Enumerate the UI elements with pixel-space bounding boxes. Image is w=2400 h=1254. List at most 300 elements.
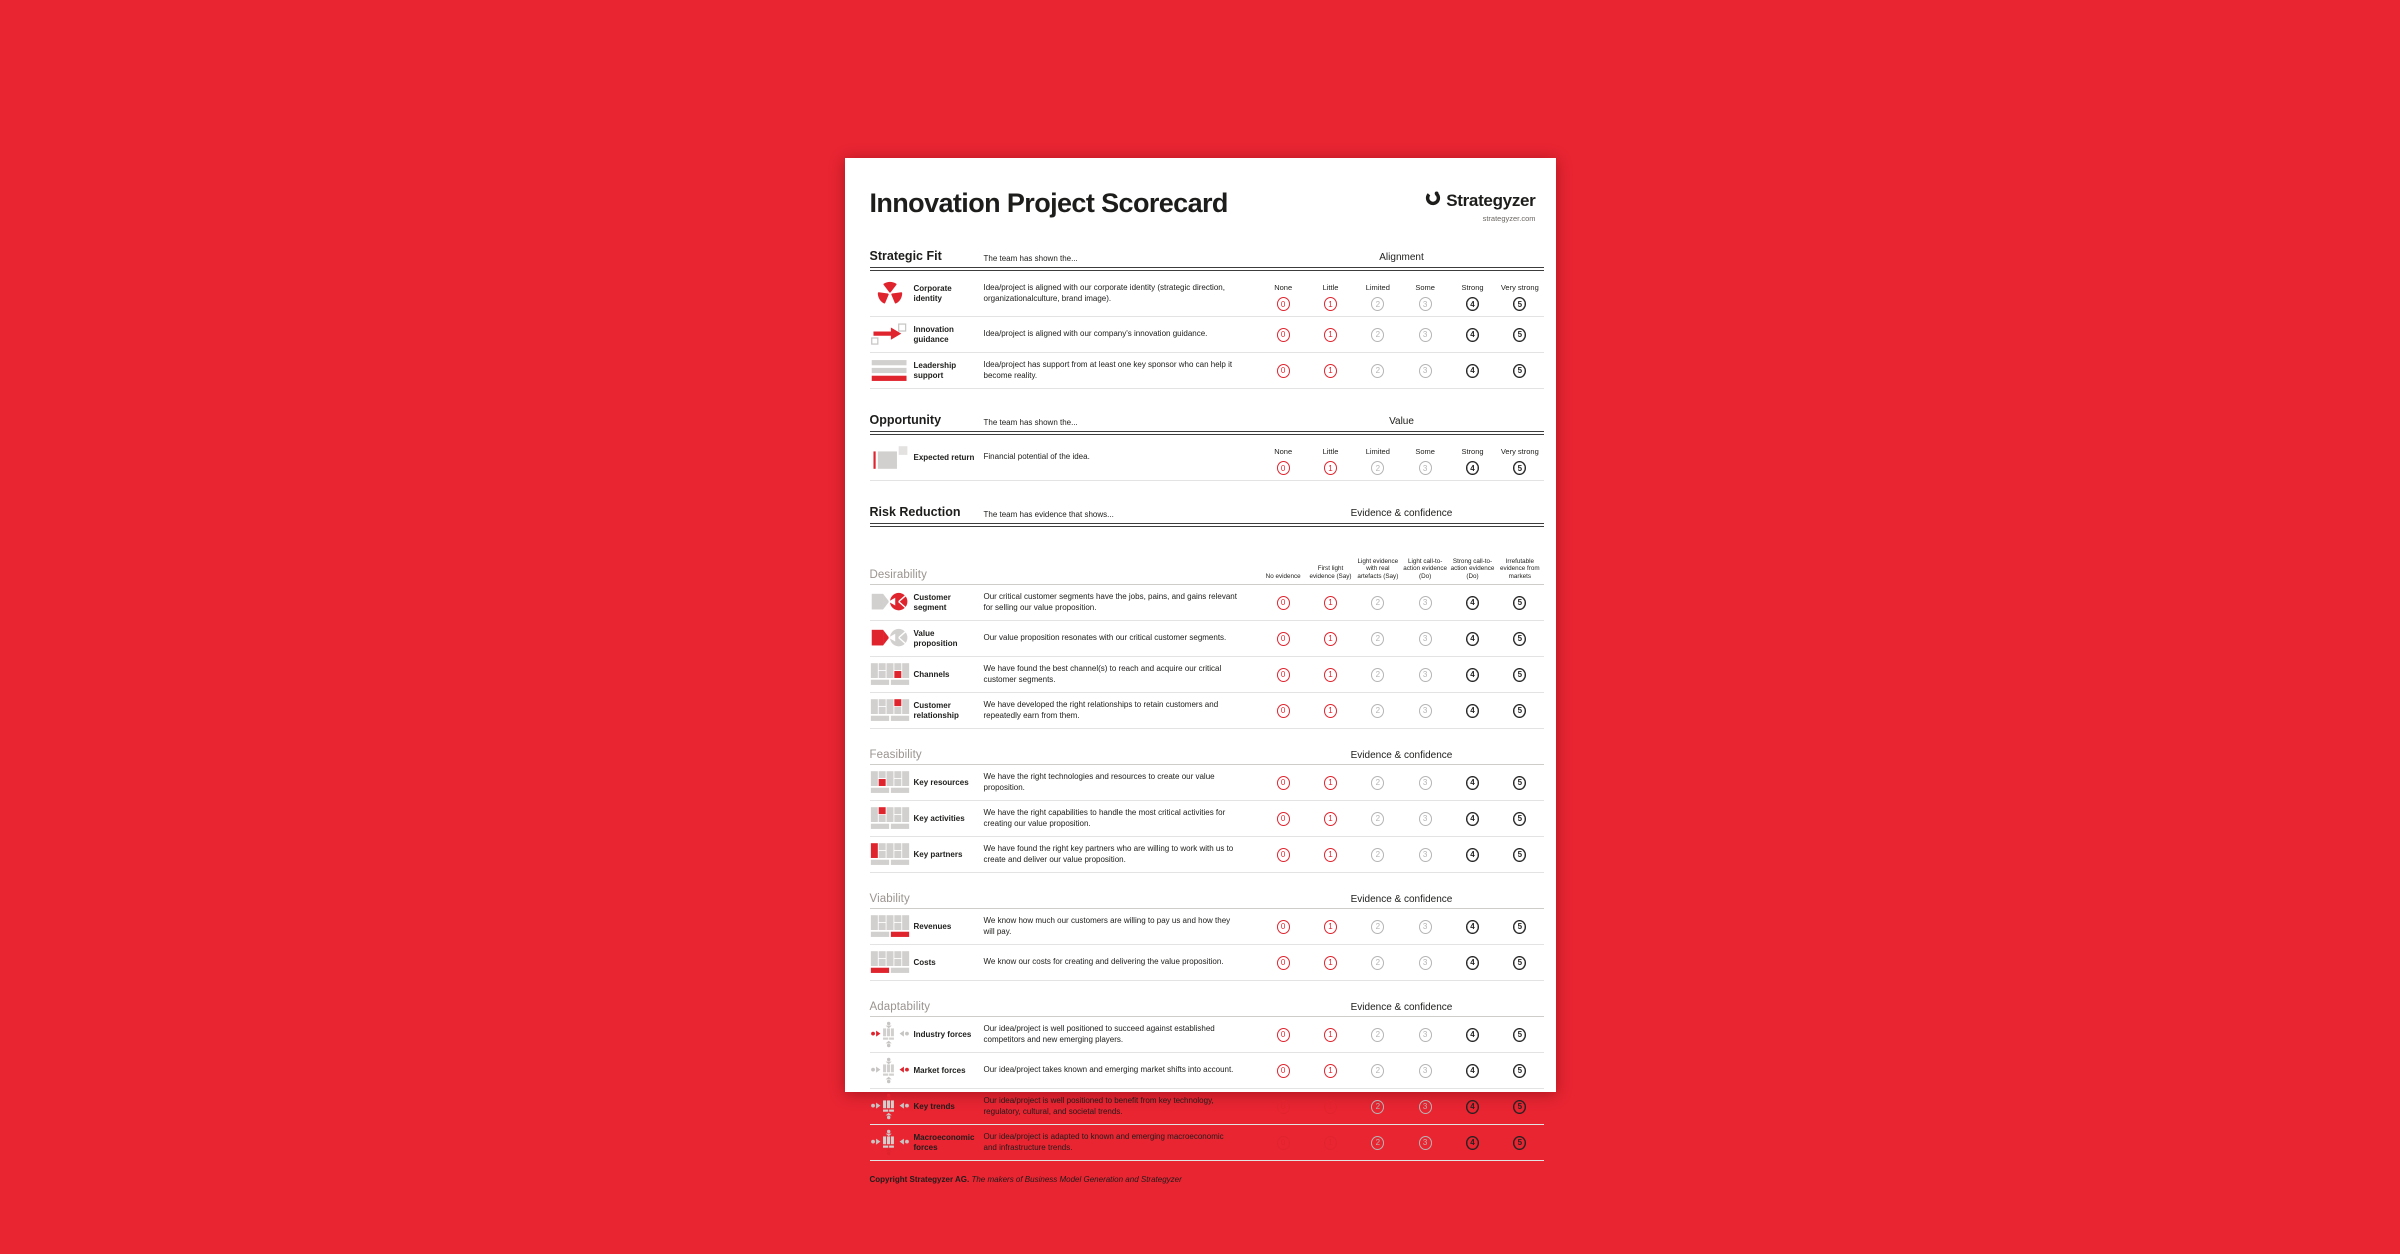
rating-2-circle[interactable]: 2 <box>1371 1136 1384 1150</box>
rating-column <box>1496 1028 1543 1042</box>
row-label: Key trends <box>913 1101 955 1111</box>
rating-column <box>1307 1064 1354 1078</box>
innovation-guidance-icon <box>870 321 910 348</box>
scorecard-page <box>845 158 1556 1184</box>
rating-column <box>1401 276 1448 311</box>
rating-column <box>1496 848 1543 862</box>
section-lead: The team has evidence that shows... <box>983 510 1114 519</box>
row-key-partners <box>870 837 1544 873</box>
rating-column <box>1260 1136 1307 1150</box>
rating-4-circle[interactable]: 4 <box>1466 812 1479 826</box>
rating-0-circle[interactable]: 0 <box>1277 668 1290 682</box>
row-description: We have developed the right relationships to retain customers and repeatedly earn from them. <box>983 700 1219 720</box>
row-icon-cell <box>870 1021 914 1048</box>
rating-column <box>1401 328 1448 342</box>
rating-column <box>1260 956 1307 970</box>
rating-column <box>1307 668 1354 682</box>
rating-5-circle[interactable]: 5 <box>1513 461 1526 475</box>
rating-column <box>1449 920 1496 934</box>
scorecard-body <box>870 223 1544 1161</box>
row-leadership-support <box>870 353 1544 389</box>
rating-column <box>1354 1100 1401 1114</box>
rating-2-circle[interactable]: 2 <box>1371 704 1384 718</box>
rating-1-circle[interactable]: 1 <box>1324 596 1337 610</box>
scale-label: Very strong <box>1500 447 1539 457</box>
rating-2-circle[interactable]: 2 <box>1371 848 1384 862</box>
rating-3-circle[interactable]: 3 <box>1419 1136 1432 1150</box>
row-revenues <box>870 909 1544 945</box>
rating-3-circle[interactable]: 3 <box>1419 1028 1432 1042</box>
rating-column <box>1307 812 1354 826</box>
scale-label: Little <box>1322 283 1339 293</box>
rating-2-circle[interactable]: 2 <box>1371 668 1384 682</box>
subsection-title: Adaptability <box>869 1001 931 1013</box>
rating-4-circle[interactable]: 4 <box>1466 297 1479 311</box>
rating-column <box>1449 704 1496 718</box>
rating-4-circle[interactable]: 4 <box>1466 1028 1479 1042</box>
row-label: Channels <box>913 669 950 679</box>
rating-column <box>1496 364 1543 378</box>
rating-2-circle[interactable]: 2 <box>1371 461 1384 475</box>
row-description: Our value proposition resonates with our critical customer segments. <box>983 633 1227 643</box>
subsection-title: Viability <box>869 893 910 905</box>
rating-3-circle[interactable]: 3 <box>1419 704 1432 718</box>
row-label: Market forces <box>913 1065 966 1075</box>
rating-column <box>1354 364 1401 378</box>
industry-forces-icon <box>870 1021 910 1048</box>
rating-4-circle[interactable]: 4 <box>1466 1064 1479 1078</box>
rating-1-circle[interactable]: 1 <box>1324 704 1337 718</box>
rating-column <box>1354 276 1401 311</box>
rating-column <box>1307 328 1354 342</box>
rating-5-circle[interactable]: 5 <box>1513 1028 1526 1042</box>
evidence-column-label: Light evidence with real artefacts (Say) <box>1357 557 1399 580</box>
brand-name: Strategyzer <box>1446 190 1536 210</box>
row-label: Leadership support <box>913 360 957 380</box>
rating-column <box>1401 848 1448 862</box>
rating-4-circle[interactable]: 4 <box>1466 920 1479 934</box>
rating-0-circle[interactable]: 0 <box>1277 1136 1290 1150</box>
page-title: Innovation Project Scorecard <box>869 188 1228 218</box>
rating-5-circle[interactable]: 5 <box>1513 632 1526 646</box>
row-customer-segment <box>870 585 1544 621</box>
rating-column <box>1401 596 1448 610</box>
rating-0-circle[interactable]: 0 <box>1277 956 1290 970</box>
rating-4-circle[interactable]: 4 <box>1466 776 1479 790</box>
rating-4-circle[interactable]: 4 <box>1466 632 1479 646</box>
row-macroeconomic-forces <box>870 1125 1544 1161</box>
row-label: Costs <box>913 957 936 967</box>
rating-4-circle[interactable]: 4 <box>1466 596 1479 610</box>
leadership-support-icon <box>870 357 910 384</box>
rating-2-circle[interactable]: 2 <box>1371 1064 1384 1078</box>
row-description: Idea/project has support from at least one key sponsor who can help it become reality. <box>983 360 1233 380</box>
rating-1-circle[interactable]: 1 <box>1324 1028 1337 1042</box>
row-description: Financial potential of the idea. <box>983 452 1090 462</box>
rating-column <box>1307 776 1354 790</box>
rating-column <box>1307 920 1354 934</box>
rating-5-circle[interactable]: 5 <box>1513 1136 1526 1150</box>
rating-1-circle[interactable]: 1 <box>1324 920 1337 934</box>
rating-column <box>1260 276 1307 311</box>
rating-4-circle[interactable]: 4 <box>1466 956 1479 970</box>
rating-column <box>1354 812 1401 826</box>
rating-2-circle[interactable]: 2 <box>1371 364 1384 378</box>
rating-3-circle[interactable]: 3 <box>1419 812 1432 826</box>
rating-3-circle[interactable]: 3 <box>1419 848 1432 862</box>
rating-4-circle[interactable]: 4 <box>1466 461 1479 475</box>
rating-4-circle[interactable]: 4 <box>1466 328 1479 342</box>
row-icon-cell <box>870 625 914 652</box>
rating-2-circle[interactable]: 2 <box>1371 297 1384 311</box>
rating-column <box>1260 920 1307 934</box>
row-description: Our critical customer segments have the jobs, pains, and gains relevant for selling our value proposition. <box>983 592 1237 612</box>
rating-3-circle[interactable]: 3 <box>1419 632 1432 646</box>
rating-2-circle[interactable]: 2 <box>1371 920 1384 934</box>
rating-column <box>1260 668 1307 682</box>
rating-column <box>1307 1100 1354 1114</box>
rating-3-circle[interactable]: 3 <box>1419 1100 1432 1114</box>
subsection-title: Desirability <box>869 569 927 581</box>
subsection-title: Feasibility <box>869 749 922 761</box>
row-costs <box>870 945 1544 981</box>
rating-column <box>1307 1136 1354 1150</box>
rating-5-circle[interactable]: 5 <box>1513 1100 1526 1114</box>
rating-5-circle[interactable]: 5 <box>1513 776 1526 790</box>
row-icon-cell <box>870 841 914 868</box>
row-key-activities <box>870 801 1544 837</box>
row-customer-relationship <box>870 693 1544 729</box>
rating-4-circle[interactable]: 4 <box>1466 668 1479 682</box>
row-label: Industry forces <box>913 1029 972 1039</box>
rating-column <box>1496 1136 1543 1150</box>
rating-4-circle[interactable]: 4 <box>1466 1136 1479 1150</box>
rating-0-circle[interactable]: 0 <box>1277 1064 1290 1078</box>
rating-column <box>1354 848 1401 862</box>
expected-return-icon <box>870 444 910 471</box>
corporate-identity-icon <box>870 280 910 307</box>
rating-column <box>1449 776 1496 790</box>
rating-0-circle[interactable]: 0 <box>1277 364 1290 378</box>
row-icon-cell <box>870 444 914 471</box>
rating-1-circle[interactable]: 1 <box>1324 328 1337 342</box>
rating-column <box>1354 596 1401 610</box>
page-footer <box>870 1161 1544 1184</box>
rating-column <box>1401 956 1448 970</box>
rating-column <box>1496 920 1543 934</box>
row-channels <box>870 657 1544 693</box>
section-strategic-fit <box>870 249 1544 389</box>
rating-1-circle[interactable]: 1 <box>1324 1064 1337 1078</box>
rating-column <box>1260 1028 1307 1042</box>
rating-3-circle[interactable]: 3 <box>1419 297 1432 311</box>
rating-0-circle[interactable]: 0 <box>1277 1100 1290 1114</box>
rating-column <box>1401 364 1448 378</box>
section-lead: The team has shown the... <box>983 418 1078 427</box>
section-title: Strategic Fit <box>869 249 942 263</box>
market-forces-icon <box>870 1057 910 1084</box>
row-corporate-identity <box>870 271 1544 317</box>
subsection-header-feasibility <box>870 745 1544 765</box>
rating-column <box>1260 704 1307 718</box>
row-description: We have found the right key partners who are willing to work with us to create and deliver our value proposition. <box>983 844 1234 864</box>
row-value-proposition <box>870 621 1544 657</box>
rating-column <box>1401 1136 1448 1150</box>
row-description: We have found the best channel(s) to reach and acquire our critical customer segments. <box>983 664 1222 684</box>
rating-column <box>1354 920 1401 934</box>
rating-5-circle[interactable]: 5 <box>1513 668 1526 682</box>
macroeconomic-forces-icon <box>870 1129 910 1156</box>
scale-label: None <box>1274 447 1293 457</box>
rating-column <box>1307 364 1354 378</box>
rating-column <box>1260 812 1307 826</box>
subsection-dimension: Evidence & confidence <box>1350 1002 1453 1013</box>
row-key-trends <box>870 1089 1544 1125</box>
rating-column <box>1307 956 1354 970</box>
rating-2-circle[interactable]: 2 <box>1371 632 1384 646</box>
row-label: Value proposition <box>913 628 958 648</box>
evidence-column-label: No evidence <box>1265 572 1301 580</box>
section-header <box>870 249 1544 267</box>
rating-column <box>1260 440 1307 475</box>
scale-label: Limited <box>1365 283 1390 293</box>
rating-3-circle[interactable]: 3 <box>1419 328 1432 342</box>
row-icon-cell <box>870 1093 914 1120</box>
rating-0-circle[interactable]: 0 <box>1277 328 1290 342</box>
rating-column <box>1449 848 1496 862</box>
rating-column <box>1401 1064 1448 1078</box>
rating-column <box>1496 1100 1543 1114</box>
rating-5-circle[interactable]: 5 <box>1513 364 1526 378</box>
rating-5-circle[interactable]: 5 <box>1513 328 1526 342</box>
rating-4-circle[interactable]: 4 <box>1466 364 1479 378</box>
row-icon-cell <box>870 661 914 688</box>
rating-3-circle[interactable]: 3 <box>1419 596 1432 610</box>
rating-3-circle[interactable]: 3 <box>1419 1064 1432 1078</box>
rating-column <box>1260 328 1307 342</box>
row-icon-cell <box>870 1057 914 1084</box>
evidence-column-label: Strong call-to-action evidence (Do) <box>1450 557 1495 580</box>
rating-column <box>1496 668 1543 682</box>
scale-label: Some <box>1415 447 1435 457</box>
rating-1-circle[interactable]: 1 <box>1324 848 1337 862</box>
rating-4-circle[interactable]: 4 <box>1466 704 1479 718</box>
rating-column <box>1260 364 1307 378</box>
scale-label: Little <box>1322 447 1339 457</box>
section-dimension: Evidence & confidence <box>1350 508 1453 519</box>
rating-column <box>1496 596 1543 610</box>
rating-column <box>1401 632 1448 646</box>
rating-2-circle[interactable]: 2 <box>1371 328 1384 342</box>
row-description: Our idea/project is well positioned to benefit from key technology, regulatory, cultural, and societal trends. <box>983 1096 1214 1116</box>
rating-5-circle[interactable]: 5 <box>1513 848 1526 862</box>
row-description: Idea/project is aligned with our corporate identity (strategic direction, organizationalculture, brand image). <box>983 283 1225 303</box>
rating-column <box>1401 776 1448 790</box>
rating-3-circle[interactable]: 3 <box>1419 364 1432 378</box>
row-icon-cell <box>870 769 914 796</box>
row-label: Key activities <box>913 813 965 823</box>
section-title: Opportunity <box>869 413 942 427</box>
row-label: Revenues <box>913 921 952 931</box>
row-description: Our idea/project takes known and emerging market shifts into account. <box>983 1065 1234 1075</box>
rating-column <box>1307 848 1354 862</box>
rating-0-circle[interactable]: 0 <box>1277 461 1290 475</box>
rating-5-circle[interactable]: 5 <box>1513 596 1526 610</box>
rating-5-circle[interactable]: 5 <box>1513 704 1526 718</box>
rating-column <box>1496 328 1543 342</box>
rating-column <box>1496 276 1543 311</box>
scale-label: Limited <box>1365 447 1390 457</box>
rating-1-circle[interactable]: 1 <box>1324 364 1337 378</box>
row-description: Idea/project is aligned with our company's innovation guidance. <box>983 329 1208 339</box>
rating-2-circle[interactable]: 2 <box>1371 812 1384 826</box>
row-icon-cell <box>870 913 914 940</box>
customer-relationship-icon <box>870 697 910 724</box>
rating-3-circle[interactable]: 3 <box>1419 920 1432 934</box>
row-description: We know how much our customers are willing to pay us and how they will pay. <box>983 916 1231 936</box>
rating-5-circle[interactable]: 5 <box>1513 956 1526 970</box>
row-description: We have the right capabilities to handle the most critical activities for creating our value proposition. <box>983 808 1226 828</box>
row-label: Corporate identity <box>913 283 952 303</box>
rating-column <box>1496 776 1543 790</box>
rating-column <box>1496 704 1543 718</box>
row-label: Macroeconomic forces <box>913 1132 975 1152</box>
rating-column <box>1354 328 1401 342</box>
rating-3-circle[interactable]: 3 <box>1419 461 1432 475</box>
row-label: Customer relationship <box>913 700 959 720</box>
brand-url[interactable]: strategyzer.com <box>1482 214 1536 223</box>
customer-segment-icon <box>870 589 910 616</box>
rating-column <box>1401 1028 1448 1042</box>
rating-2-circle[interactable]: 2 <box>1371 776 1384 790</box>
subsection-dimension: Evidence & confidence <box>1350 894 1453 905</box>
rating-0-circle[interactable]: 0 <box>1277 704 1290 718</box>
rating-0-circle[interactable]: 0 <box>1277 848 1290 862</box>
rating-column <box>1496 1064 1543 1078</box>
row-industry-forces <box>870 1017 1544 1053</box>
rating-column <box>1354 668 1401 682</box>
row-label: Customer segment <box>913 592 951 612</box>
rating-0-circle[interactable]: 0 <box>1277 297 1290 311</box>
rating-5-circle[interactable]: 5 <box>1513 812 1526 826</box>
section-header <box>870 413 1544 431</box>
rating-1-circle[interactable]: 1 <box>1324 1136 1337 1150</box>
rating-2-circle[interactable]: 2 <box>1371 956 1384 970</box>
scale-label: Some <box>1415 283 1435 293</box>
rating-3-circle[interactable]: 3 <box>1419 668 1432 682</box>
rating-column <box>1401 812 1448 826</box>
scale-label: Strong <box>1461 283 1484 293</box>
subsection-dimension: Evidence & confidence <box>1350 750 1453 761</box>
scale-label: Strong <box>1461 447 1484 457</box>
rating-0-circle[interactable]: 0 <box>1277 596 1290 610</box>
rating-0-circle[interactable]: 0 <box>1277 632 1290 646</box>
rating-5-circle[interactable]: 5 <box>1513 920 1526 934</box>
rating-1-circle[interactable]: 1 <box>1324 776 1337 790</box>
value-proposition-icon <box>870 625 910 652</box>
key-resources-icon <box>870 769 910 796</box>
rating-column <box>1496 632 1543 646</box>
rating-column <box>1354 956 1401 970</box>
rating-column <box>1354 1028 1401 1042</box>
rating-3-circle[interactable]: 3 <box>1419 956 1432 970</box>
evidence-column-label: Light call-to-action evidence (Do) <box>1403 557 1448 580</box>
row-description: Our idea/project is adapted to known and emerging macroeconomic and infrastructure trends. <box>983 1132 1224 1152</box>
row-label: Innovation guidance <box>913 324 954 344</box>
rating-column <box>1260 776 1307 790</box>
rating-5-circle[interactable]: 5 <box>1513 297 1526 311</box>
rating-column <box>1307 596 1354 610</box>
row-icon-cell <box>870 1129 914 1156</box>
rating-0-circle[interactable]: 0 <box>1277 920 1290 934</box>
rating-4-circle[interactable]: 4 <box>1466 1100 1479 1114</box>
subsection-header-desirability <box>870 529 1544 585</box>
rating-1-circle[interactable]: 1 <box>1324 812 1337 826</box>
rating-2-circle[interactable]: 2 <box>1371 1100 1384 1114</box>
rating-0-circle[interactable]: 0 <box>1277 812 1290 826</box>
rating-column <box>1260 632 1307 646</box>
rating-column <box>1354 776 1401 790</box>
evidence-column-label: First light evidence (Say) <box>1309 565 1352 580</box>
rating-column <box>1354 1064 1401 1078</box>
rating-1-circle[interactable]: 1 <box>1324 297 1337 311</box>
rating-column <box>1496 812 1543 826</box>
rating-1-circle[interactable]: 1 <box>1324 632 1337 646</box>
rating-0-circle[interactable]: 0 <box>1277 1028 1290 1042</box>
tagline-text: The makers of Business Model Generation and Strategyzer <box>971 1175 1182 1184</box>
copyright-text: Copyright Strategyzer AG. <box>869 1175 970 1184</box>
row-icon-cell <box>870 321 914 348</box>
rating-column <box>1449 276 1496 311</box>
rating-1-circle[interactable]: 1 <box>1324 461 1337 475</box>
rating-2-circle[interactable]: 2 <box>1371 596 1384 610</box>
rating-3-circle[interactable]: 3 <box>1419 776 1432 790</box>
rating-column <box>1354 1136 1401 1150</box>
section-lead: The team has shown the... <box>983 254 1078 263</box>
rating-0-circle[interactable]: 0 <box>1277 776 1290 790</box>
scale-label: None <box>1274 283 1293 293</box>
row-icon-cell <box>870 589 914 616</box>
rating-column <box>1449 328 1496 342</box>
revenues-icon <box>870 913 910 940</box>
rating-column <box>1449 1028 1496 1042</box>
rating-1-circle[interactable]: 1 <box>1324 956 1337 970</box>
section-dimension: Alignment <box>1379 252 1424 263</box>
rating-column <box>1260 596 1307 610</box>
rating-column <box>1307 276 1354 311</box>
rating-column <box>1260 1100 1307 1114</box>
rating-column <box>1401 920 1448 934</box>
rating-1-circle[interactable]: 1 <box>1324 1100 1337 1114</box>
strategyzer-logo-icon <box>1425 190 1441 211</box>
rating-column <box>1260 848 1307 862</box>
channels-icon <box>870 661 910 688</box>
row-description: Our idea/project is well positioned to succeed against established competitors and new emerging players. <box>983 1024 1215 1044</box>
rating-5-circle[interactable]: 5 <box>1513 1064 1526 1078</box>
rating-1-circle[interactable]: 1 <box>1324 668 1337 682</box>
rating-4-circle[interactable]: 4 <box>1466 848 1479 862</box>
row-description: We have the right technologies and resources to create our value proposition. <box>983 772 1215 792</box>
row-icon-cell <box>870 805 914 832</box>
key-partners-icon <box>870 841 910 868</box>
rating-column <box>1354 704 1401 718</box>
rating-column <box>1354 632 1401 646</box>
rating-column <box>1307 704 1354 718</box>
row-market-forces <box>870 1053 1544 1089</box>
row-icon-cell <box>870 697 914 724</box>
rating-2-circle[interactable]: 2 <box>1371 1028 1384 1042</box>
rating-column <box>1449 440 1496 475</box>
